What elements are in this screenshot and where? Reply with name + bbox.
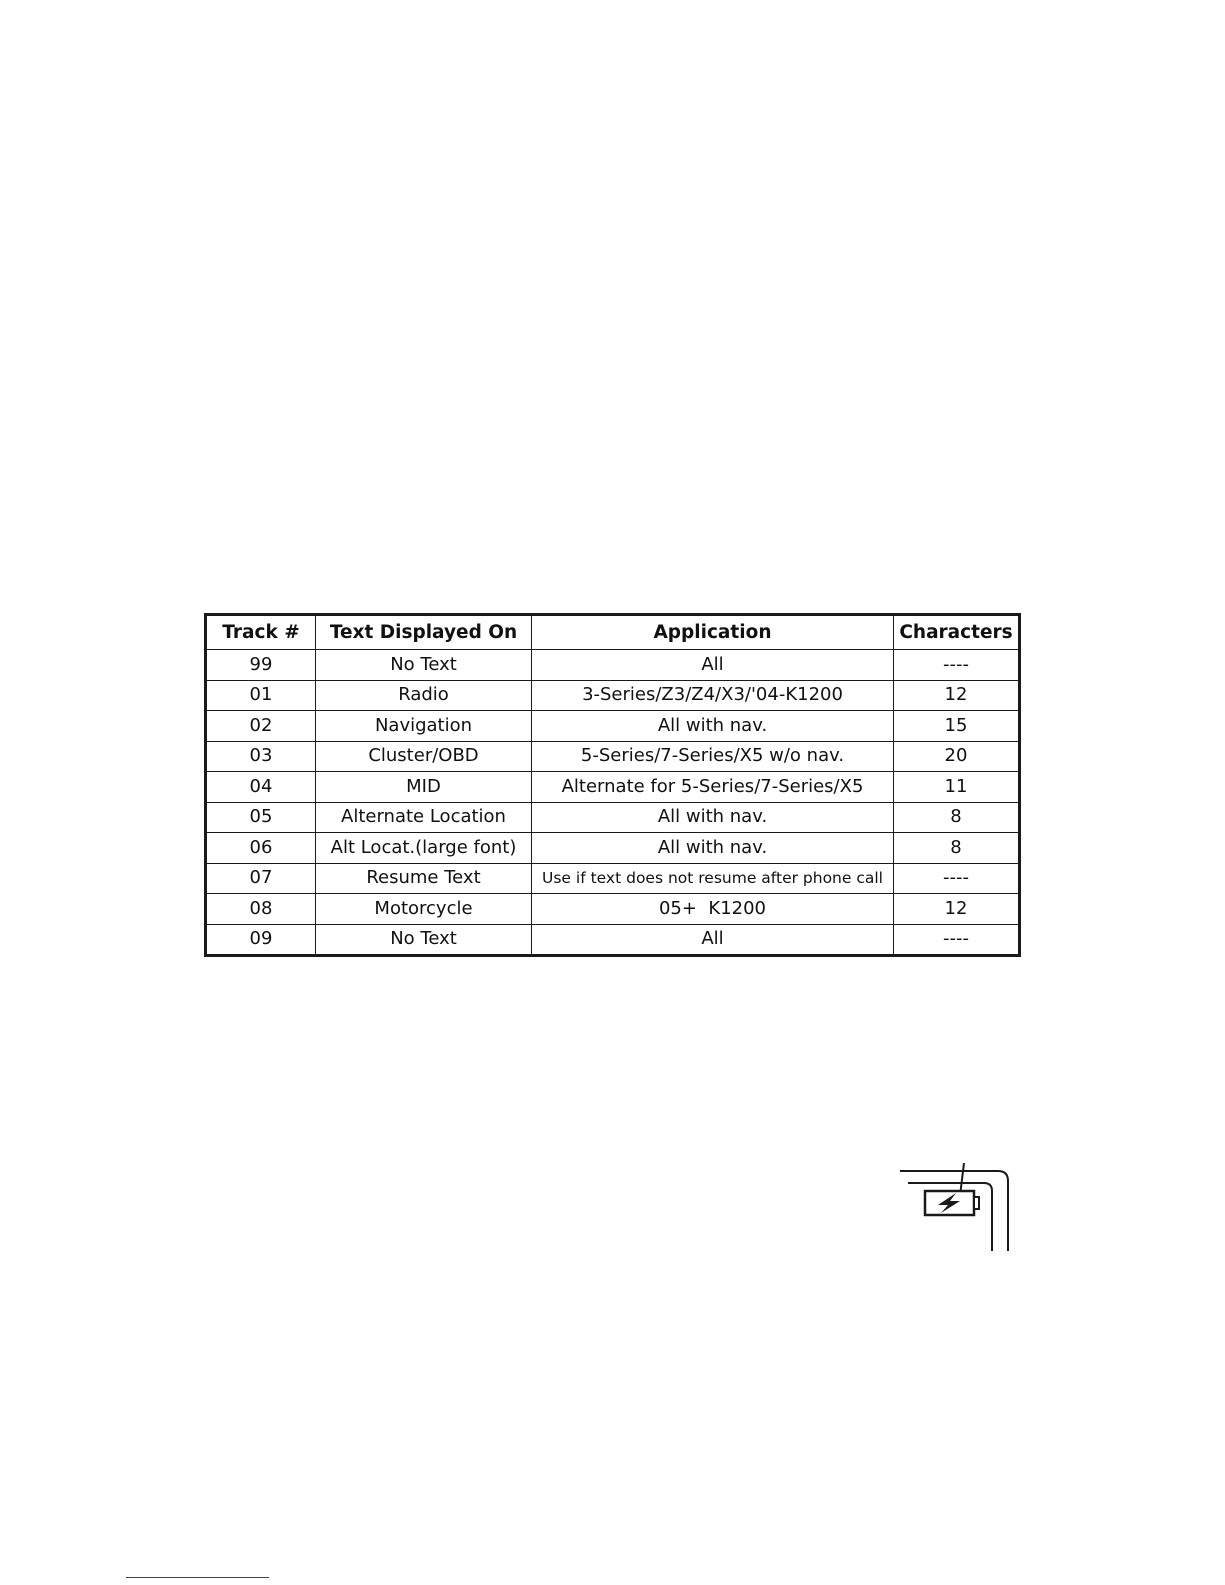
cell-characters: 12 xyxy=(894,894,1020,925)
cell-application: All xyxy=(532,650,894,681)
battery-figure xyxy=(898,1163,1014,1253)
table-row xyxy=(206,894,1020,925)
header-track: Track # xyxy=(206,615,316,650)
track-table xyxy=(204,613,1021,957)
cell-track: 07 xyxy=(206,863,316,894)
cell-display: MID xyxy=(316,772,532,803)
cell-display: Navigation xyxy=(316,711,532,742)
battery-charging-icon xyxy=(898,1163,1014,1253)
cell-track: 03 xyxy=(206,741,316,772)
cell-track: 01 xyxy=(206,680,316,711)
table-row xyxy=(206,863,1020,894)
table-header-row xyxy=(206,615,1020,650)
cell-track: 06 xyxy=(206,833,316,864)
cell-application: 5-Series/7-Series/X5 w/o nav. xyxy=(532,741,894,772)
cell-track: 08 xyxy=(206,894,316,925)
cell-track: 02 xyxy=(206,711,316,742)
table-row xyxy=(206,772,1020,803)
cell-application: All xyxy=(532,924,894,956)
cell-characters: 11 xyxy=(894,772,1020,803)
table-row xyxy=(206,741,1020,772)
table-row xyxy=(206,833,1020,864)
header-text-displayed-on: Text Displayed On xyxy=(316,615,532,650)
cell-characters: 8 xyxy=(894,802,1020,833)
cell-characters: 15 xyxy=(894,711,1020,742)
table-row xyxy=(206,711,1020,742)
cell-application: All with nav. xyxy=(532,802,894,833)
cell-track: 04 xyxy=(206,772,316,803)
cell-application: All with nav. xyxy=(532,711,894,742)
table-row xyxy=(206,924,1020,956)
cell-display: Motorcycle xyxy=(316,894,532,925)
cell-application: 05+ K1200 xyxy=(532,894,894,925)
footer-underline xyxy=(126,1577,269,1578)
cell-display: Alt Locat.(large font) xyxy=(316,833,532,864)
table-row xyxy=(206,650,1020,681)
cell-application: Use if text does not resume after phone call xyxy=(532,863,894,894)
cell-track: 99 xyxy=(206,650,316,681)
cell-track: 05 xyxy=(206,802,316,833)
cell-display: Radio xyxy=(316,680,532,711)
cell-display: Cluster/OBD xyxy=(316,741,532,772)
cell-track: 09 xyxy=(206,924,316,956)
cell-characters: ---- xyxy=(894,650,1020,681)
cell-characters: 20 xyxy=(894,741,1020,772)
table-row xyxy=(206,802,1020,833)
cell-application: 3-Series/Z3/Z4/X3/'04-K1200 xyxy=(532,680,894,711)
cell-characters: ---- xyxy=(894,924,1020,956)
cell-application: Alternate for 5-Series/7-Series/X5 xyxy=(532,772,894,803)
cell-display: No Text xyxy=(316,924,532,956)
cell-characters: 12 xyxy=(894,680,1020,711)
cell-display: Alternate Location xyxy=(316,802,532,833)
cell-application: All with nav. xyxy=(532,833,894,864)
cell-display: No Text xyxy=(316,650,532,681)
cell-display: Resume Text xyxy=(316,863,532,894)
header-application: Application xyxy=(532,615,894,650)
cell-characters: ---- xyxy=(894,863,1020,894)
cell-characters: 8 xyxy=(894,833,1020,864)
header-characters: Characters xyxy=(894,615,1020,650)
table-row xyxy=(206,680,1020,711)
